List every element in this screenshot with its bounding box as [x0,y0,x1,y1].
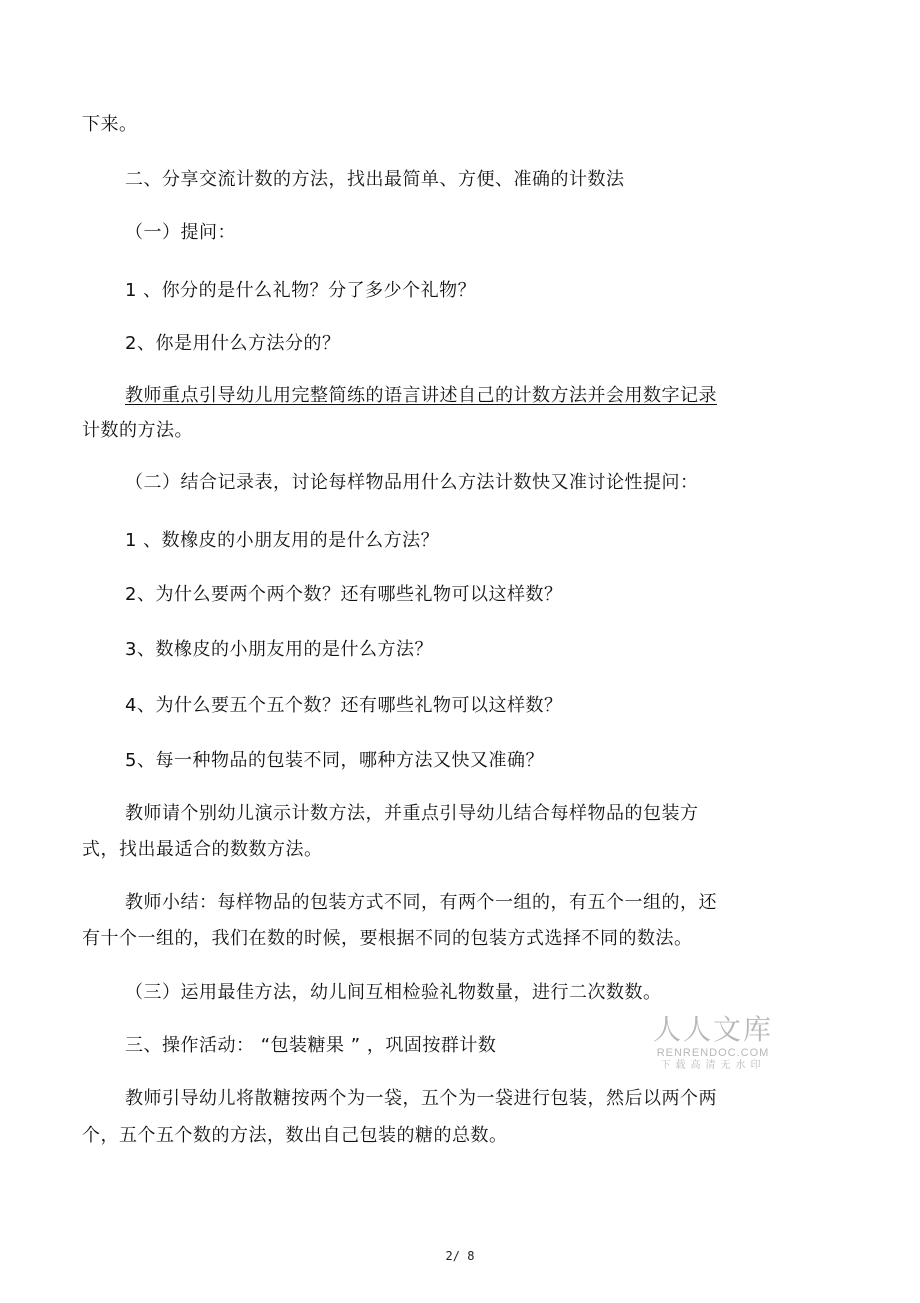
text-line: 教师请个别幼儿演示计数方法，并重点引导幼儿结合每样物品的包装方 [125,803,699,824]
text-line: 个，五个五个数的方法，数出自己包装的糖的总数。 [82,1125,508,1146]
watermark-domain: RENRENDOC.COM [656,1047,770,1059]
question-line: 2、你是用什么方法分的？ [125,333,341,354]
section-heading: 三、操作活动： “包装糖果 ” ，巩固按群计数 [125,1035,497,1056]
question-line: 4、为什么要五个五个数？还有哪些礼物可以这样数？ [125,695,563,716]
text-line: 教师小结：每样物品的包装方式不同，有两个一组的，有五个一组的，还 [125,892,717,913]
text-line: 计数的方法。 [82,420,193,441]
text-line: 式，找出最适合的数数方法。 [82,839,323,860]
underlined-text-line: 教师重点引导幼儿用完整简练的语言讲述自己的计数方法并会用数字记录 [125,385,717,406]
text-line: 教师引导幼儿将散糖按两个为一袋，五个为一袋进行包装，然后以两个两 [125,1088,717,1109]
text-line: 有十个一组的，我们在数的时候，要根据不同的包装方式选择不同的数法。 [82,928,693,949]
subsection-heading: （三）运用最佳方法，幼儿间互相检验礼物数量，进行二次数数。 [125,982,662,1003]
page-number: 2/ 8 [445,1249,475,1263]
subsection-heading: （一）提问： [125,222,236,243]
watermark-title: 人人文库 [652,1013,773,1046]
question-line: 2、为什么要两个两个数？还有哪些礼物可以这样数？ [125,584,563,605]
question-line: 3、数橡皮的小朋友用的是什么方法？ [125,639,433,660]
text-line: 下来。 [82,114,138,135]
question-line: 1 、你分的是什么礼物？分了多少个礼物？ [125,280,477,301]
subsection-heading: （二）结合记录表，讨论每样物品用什么方法计数快又准讨论性提问： [125,472,699,493]
watermark-subtitle: 下载高清无水印 [660,1060,766,1071]
question-line: 1 、数橡皮的小朋友用的是什么方法？ [125,530,440,551]
question-line: 5、每一种物品的包装不同，哪种方法又快又准确？ [125,750,544,771]
section-heading: 二、分享交流计数的方法，找出最简单、方便、准确的计数法 [125,169,625,190]
watermark-logo [648,1013,778,1071]
